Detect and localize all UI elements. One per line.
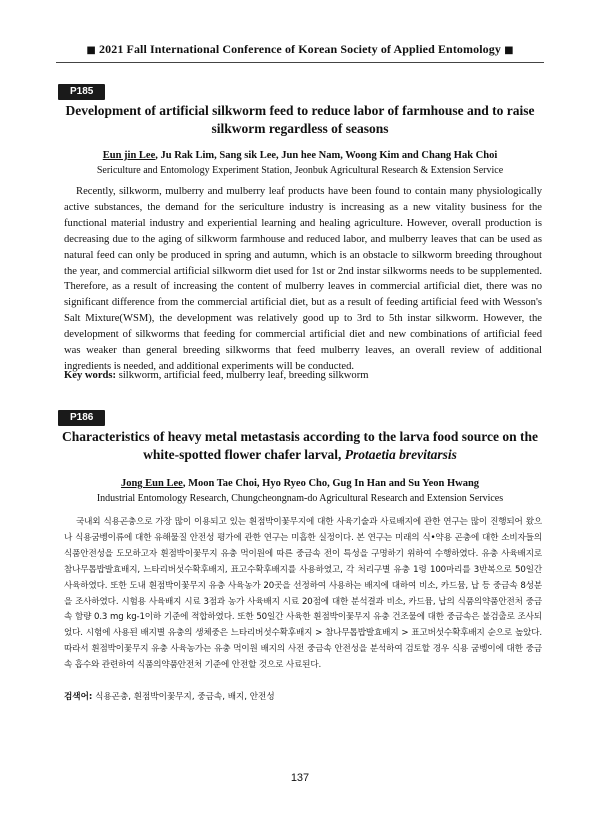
species-name: Protaetia brevitarsis (344, 447, 457, 462)
author-affiliation: Industrial Entomology Research, Chungcheongnam-do Agricultural Research and Extension Services (96, 493, 504, 504)
abstract-body: Recently, silkworm, mulberry and mulberry leaf products have been found to contain many physiologically active substances, the demand for the sericulture industry is increasing as a new vitality business for the functional material industry and experiential learning and healing agriculture. However, overall production is decreasing due to the aging of silkworm farmhouse and reduced labor, and mulberry leaves that can be used as natural feed can only be produced in spring and autumn, which is an obstacle to silkworm breeding throughout the year, and commercial artificial silkworm diet used for 1st or 2nd instar silkworms needs to be supplemented. Therefore, as a result of increasing the content of mulberry leaves in commercial artificial diet, there was no significant difference from the commercial artificial diet, but as a result of feeding artificial feed with Wesson's Salt Mixture(WSM), the development was relatively good up to 3rd to 5th instar silkworm. However, the development of silkworms that feeding for commercial artificial diet and new combinations of artificial feed was weaker than general breeding silkworms that feed mulberry leaves, an overall review of additional ingredients is needed, and additional experiments will be conducted. (64, 186, 542, 372)
abstract-body: 국내외 식용곤충으로 가장 많이 이용되고 있는 흰점박이꽃무지에 대한 사육기술과 사료배지에 관한 연구는 많이 진행되어 왔으나 식용굼벵이류에 대한 유해물질 안전성 평가에 관한 연구는 미흡한 실정이다. 본 연구는 미래의 식•약용 곤충에 대한 소비자들의 식품안전성을 도모하고자 흰점박이꽃무지 유충 먹이원에 따른 중금속 전이 특성을 구명하기 위하여 수행하였다. 유충 사육배지로 참나무톱밥발효배지, 느타리버섯수확후배지, 표고수확후배지를 사용하였고, 각 처리구별 유충 1령 100마리를 3반복으로 50일간 사육하였다. 또한 도내 흰점박이꽃무지 유충 사육농가 20곳을 선정하여 사용하는 배지에 대하여 비소, 카드뮴, 납 등 중금속 8성분을 조사하였다. 시험용 사육배지 시료 3점과 농가 사육배지 시료 20점에 대한 분석결과 비소, 카드뮴, 납의 식품의약품안전처 중금속 함량 0.3 mg kg-1이하 기준에 적합하였다. 또한 50일간 사육한 흰점박이꽃무지 유충 건조물에 대한 중금속은 불검출로 조사되었다. 시험에 사용된 배지별 유충의 생체중은 느타리버섯수확후배지 > 참나무톱밥발효배지 > 표고버섯수확후배지 순으로 높았다. 따라서 흰점박이꽃무지 유충 사육농가는 유충 먹이원 배지의 사전 중금속 안전성을 분석하여 검토할 경우 식용 굼벵이에 대한 중금속 흡수와 관련하여 식품의약품안전처 기준에 안전할 것으로 사료된다. (64, 517, 542, 671)
header-marker-left: ■ (86, 45, 96, 56)
co-authors: , Ju Rak Lim, Sang sik Lee, Jun hee Nam, Woong Kim and Chang Hak Choi (155, 150, 498, 161)
keywords (64, 369, 542, 383)
abstract-title-text: Characteristics of heavy metal metastasis according to the larva food source on the white-spotted flower chafer larval, (62, 429, 538, 462)
abstract-id-badge: P185 (58, 84, 105, 100)
keywords (64, 690, 542, 704)
abstract-title: Development of artificial silkworm feed to reduce labor of farmhouse and to raise silkworm regardless of seasons (65, 103, 535, 136)
presenting-author: Eun jin Lee (102, 150, 156, 161)
keywords-list: silkworm, artificial feed, mulberry leaf, breeding silkworm (116, 370, 369, 381)
abstract-authors (56, 477, 544, 490)
keywords-list: 식용곤충, 흰점박이꽃무지, 중금속, 배지, 안전성 (92, 692, 275, 702)
header-text: 2021 Fall International Conference of Korean Society of Applied Entomology (99, 42, 501, 56)
header-marker-right: ■ (504, 45, 514, 56)
header-rule (56, 62, 544, 63)
author-affiliation: Sericulture and Entomology Experiment Station, Jeonbuk Agricultural Research & Extension Service (96, 165, 504, 176)
keywords-label: Key words: (64, 370, 117, 381)
abstract-title (56, 428, 544, 464)
presenting-author: Jong Eun Lee (120, 478, 183, 489)
co-authors: , Moon Tae Choi, Hyo Ryeo Cho, Gug In Han and Su Yeon Hwang (182, 478, 480, 489)
conference-header (56, 42, 544, 57)
abstract-authors (56, 149, 544, 162)
keywords-label: 검색어: (64, 692, 93, 702)
page-number: 137 (290, 772, 310, 784)
abstract-id-badge: P186 (58, 410, 105, 426)
